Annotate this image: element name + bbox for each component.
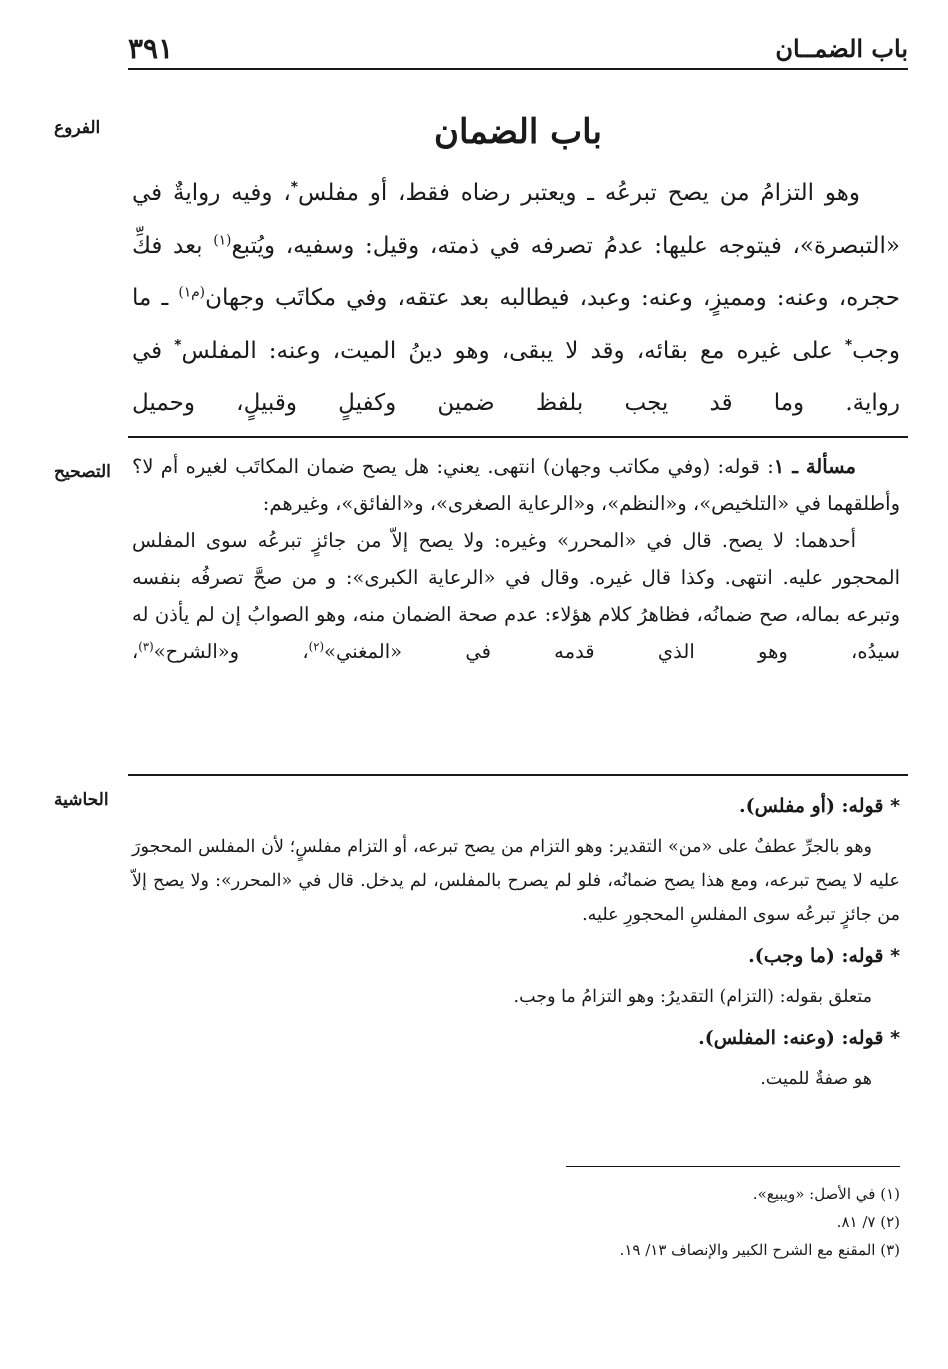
footnote-ref-2: (٢) <box>308 639 325 654</box>
tashih-text-3: ، و«الشرح» <box>153 640 309 663</box>
asterisk-marker: * <box>890 795 900 817</box>
footnote-2: (٢) ٧/ ٨١. <box>836 1213 900 1231</box>
running-header <box>128 32 908 70</box>
hashiya-heading-text: قوله: (ما وجب). <box>748 945 884 967</box>
tashih-paragraph-2 <box>132 522 900 670</box>
furu-text-4: ـ ما وجب <box>132 285 900 364</box>
asterisk-marker: * <box>174 336 182 353</box>
footnotes <box>132 1180 900 1264</box>
footnote-divider <box>566 1166 900 1167</box>
furu-text-6: في رواية. وما قد يجب بلفظ ضمين وكفيلٍ وقبيلٍ، وحميل <box>132 337 900 416</box>
hashiya-heading <box>132 782 900 830</box>
hashiya-body: متعلق بقوله: (التزام) التقديرُ: وهو التزامُ ما وجب. <box>513 987 872 1007</box>
tashih-paragraph-1 <box>132 448 900 522</box>
tashih-text-2: أحدهما: لا يصح. قال في «المحرر» وغيره: ولا يصح إلاّ من جائزٍ تبرعُه سوى المفلس المحجور عليه. انتهى. وكذا قال غيره. وقال في «الرعاية الكبرى»: و من صحَّ تصرفُه بنفسه وتبرعه بماله، صح ضمانُه، فظاهرُ كلام هؤلاء: عدم صحة الضمان منه، وهو الصوابُ إن لم يأذن له سيدُه، وهو الذي قدمه في «المغني» <box>132 529 900 663</box>
running-title: باب الضمــان <box>775 34 908 63</box>
tashih-text-1: : قوله: (وفي مكاتب وجهان) انتهى. يعني: هل يصح ضمان المكاتَب لغيره أم لا؟ وأطلقهما في «التلخيص»، و«النظم»، و«الرعاية الصغرى»، و«الفائق»، وغيرهم: <box>132 455 900 515</box>
footnote-ref-m1: (م١) <box>178 284 206 301</box>
masala-label: مسألة ـ ١ <box>773 455 857 478</box>
side-label-hashiya: الحاشية <box>54 790 109 810</box>
side-label-tashih: التصحيح <box>54 462 111 482</box>
tashih-text-4: ، <box>132 640 139 663</box>
furu-text-5: على غيره مع بقائه، وقد لا يبقى، وهو دينُ الميت، وعنه: المفلس <box>181 337 833 364</box>
hashiya-heading-text: قوله: (أو مفلس). <box>738 795 884 817</box>
chapter-title: باب الضمان <box>434 112 602 152</box>
asterisk-marker: * <box>290 179 298 196</box>
section-divider <box>128 436 908 438</box>
asterisk-marker: * <box>890 1027 900 1049</box>
page-number: ٣٩١ <box>128 32 174 65</box>
footnote-1: (١) في الأصل: «ويبيع». <box>752 1185 900 1203</box>
hashiya-body: وهو بالجرِّ عطفٌ على «من» التقدير: وهو التزام من يصح تبرعه، أو التزام مفلسٍ؛ لأن المفلس المحجورَ عليه لا يصح تبرعه، ومع هذا يصح ضمانُه، فلو لم يصرح بالمفلس، لم يدخل. قال في «المحرر»: ولا يصح إلاّ من جائزٍ تبرعُه سوى المفلسِ المحجورِ عليه. <box>132 837 900 925</box>
furu-text-1: وهو التزامُ من يصح تبرعُه ـ ويعتبر رضاه فقط، أو مفلس <box>298 180 860 206</box>
hashiya-heading <box>132 1014 900 1062</box>
section-divider <box>128 774 908 776</box>
footnote-ref-3: (٣) <box>138 639 154 654</box>
hashiya-heading-text: قوله: (وعنه: المفلس). <box>698 1027 884 1049</box>
asterisk-marker: * <box>844 336 853 353</box>
furu-paragraph <box>132 167 900 430</box>
tashih-section <box>132 448 900 670</box>
furu-text-2: ، وفيه روايةٌ في «التبصرة»، فيتوجه عليها: عدمُ تصرفه في ذمته، وقيل: وسفيه، ويُتبع <box>132 180 900 259</box>
furu-section <box>132 167 900 430</box>
footnote-ref-1: (١) <box>213 231 232 248</box>
hashiya-body: هو صفةٌ للميت. <box>760 1069 872 1089</box>
side-label-furu: الفروع <box>54 118 101 138</box>
hashiya-section <box>132 782 900 1096</box>
asterisk-marker: * <box>890 945 900 967</box>
furu-text-3: بعد فكِّ حجره، وعنه: ومميزٍ، وعنه: وعبد، فيطالبه بعد عتقه، وفي مكاتَب وجهان <box>132 232 900 311</box>
footnote-3: (٣) المقنع مع الشرح الكبير والإنصاف ١٣/ ١٩. <box>619 1241 900 1259</box>
hashiya-heading <box>132 932 900 980</box>
